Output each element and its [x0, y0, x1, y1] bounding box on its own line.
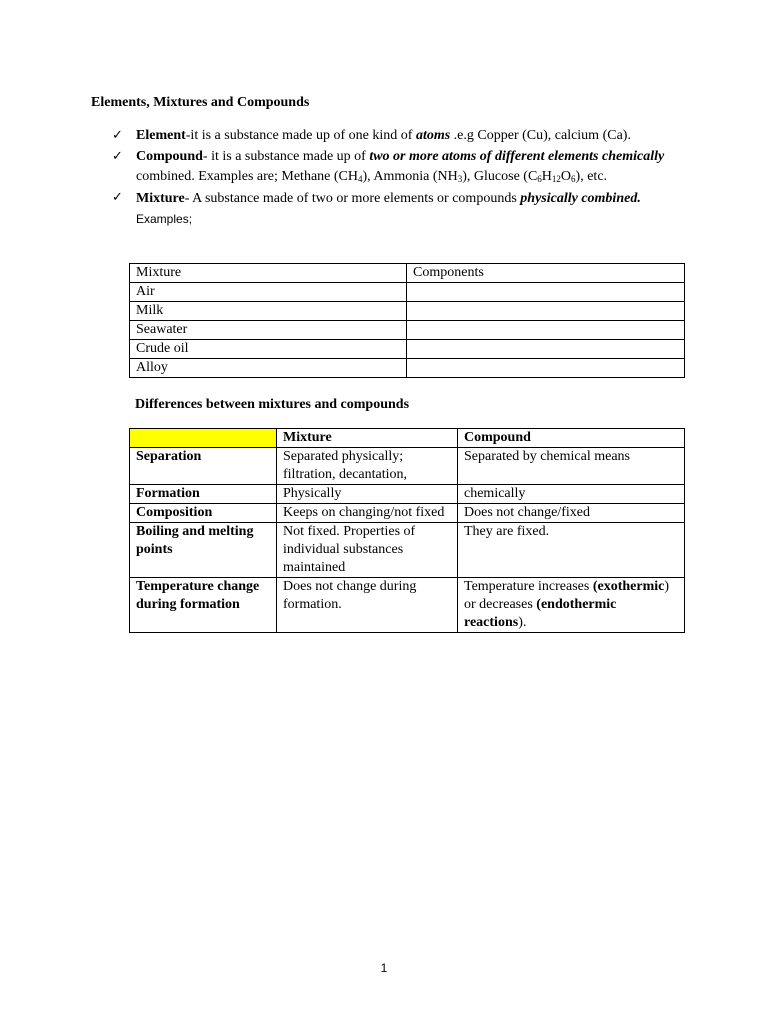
- column-header: Mixture: [277, 429, 458, 448]
- table-cell: Crude oil: [130, 340, 407, 359]
- table-row: [130, 504, 685, 523]
- table-cell: [407, 302, 685, 321]
- table-cell: Does not change during formation.: [277, 578, 458, 633]
- table-row: [130, 302, 685, 321]
- table-header-row: [130, 264, 685, 283]
- table-row: [130, 359, 685, 378]
- table-cell: Physically: [277, 485, 458, 504]
- table-cell: Temperature increases (exothermic) or decreases (endothermic reactions).: [458, 578, 685, 633]
- table-row: [130, 523, 685, 578]
- table-cell: They are fixed.: [458, 523, 685, 578]
- table-cell: Separated by chemical means: [458, 448, 685, 485]
- table-cell: [407, 321, 685, 340]
- row-label: Separation: [130, 448, 277, 485]
- page-heading: Elements, Mixtures and Compounds: [91, 95, 310, 110]
- table-cell: Does not change/fixed: [458, 504, 685, 523]
- definition-list: [112, 126, 672, 231]
- table-cell: [407, 283, 685, 302]
- table-header-row: [130, 429, 685, 448]
- table-row: [130, 485, 685, 504]
- table-cell: Seawater: [130, 321, 407, 340]
- row-label: Formation: [130, 485, 277, 504]
- table-row: [130, 321, 685, 340]
- table-cell: Not fixed. Properties of individual substances maintained: [277, 523, 458, 578]
- table-cell: Alloy: [130, 359, 407, 378]
- check-icon: ✓: [112, 190, 123, 205]
- row-label: Composition: [130, 504, 277, 523]
- mixtures-table: [129, 263, 685, 378]
- column-header: Components: [407, 264, 685, 283]
- table-cell: chemically: [458, 485, 685, 504]
- column-header: Mixture: [130, 264, 407, 283]
- table-cell: Keeps on changing/not fixed: [277, 504, 458, 523]
- table-cell: Milk: [130, 302, 407, 321]
- compound-definition: ✓ Compound- it is a substance made up of two or more atoms of different elements chemically combined. Examples are; Methane $(CH_4)$, Ammonia $(NH_3)$, Glucose $(C_6H_{12}O_6)$, etc.: [112, 149, 665, 184]
- table-row: [130, 340, 685, 359]
- element-definition: ✓ Element-it is a substance made up of one kind of atoms .e.g Copper (Cu), calcium (Ca).: [112, 126, 672, 146]
- check-icon: ✓: [112, 128, 123, 143]
- mixture-definition: ✓ Mixture- A substance made of two or more elements or compounds physically combined. Examples;: [112, 190, 641, 226]
- row-label: Boiling and melting points: [130, 523, 277, 578]
- differences-table: [129, 428, 685, 633]
- column-header: Compound: [458, 429, 685, 448]
- table-cell: Air: [130, 283, 407, 302]
- table-row: [130, 578, 685, 633]
- table-cell: Separated physically; filtration, decantation,: [277, 448, 458, 485]
- table-cell: [407, 340, 685, 359]
- section-title: Differences between mixtures and compounds: [135, 397, 410, 412]
- check-icon: ✓: [112, 149, 123, 164]
- page-number: 1: [380, 961, 388, 975]
- table-row: [130, 283, 685, 302]
- highlighted-corner-cell: [130, 429, 277, 448]
- row-label: Temperature change during formation: [130, 578, 277, 633]
- table-cell: [407, 359, 685, 378]
- table-row: [130, 448, 685, 485]
